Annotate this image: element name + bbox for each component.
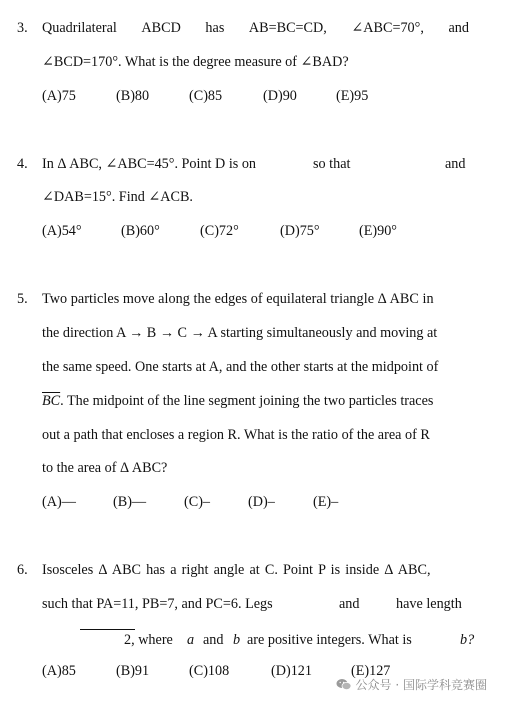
option-b: (B)— xyxy=(113,494,147,510)
option-e: (E)90° xyxy=(359,223,397,239)
watermark xyxy=(336,676,487,693)
problem-5-line-4: $\overline{BC}$. The midpoint of the line segment joining the two particles traces xyxy=(42,393,434,409)
problem-6-line-3d: b? xyxy=(460,632,475,648)
problem-5-line-3: the same speed. One starts at A, and the other starts at the midpoint of xyxy=(42,359,439,375)
problem-3-line-2: ∠BCD=170°. What is the degree measure of ∠BAD? xyxy=(42,54,349,70)
problem-4-line-1c: and xyxy=(445,156,466,172)
option-c: (C)108 xyxy=(189,663,230,679)
problem-3-number: 3. xyxy=(17,20,28,36)
problem-4-line-1b: so that xyxy=(313,156,351,172)
option-a: (A)85 xyxy=(42,663,76,679)
problem-4-number: 4. xyxy=(17,156,28,172)
problem-4-line-1a: In Δ ABC, ∠ABC=45°. Point D is on xyxy=(42,156,257,172)
problem-3-line-1: Quadrilateral ABCD has AB=BC=CD, ∠ABC=70°, and xyxy=(42,20,469,36)
option-a: (A)— xyxy=(42,494,76,510)
problem-6-number: 6. xyxy=(17,562,28,578)
option-d: (D)121 xyxy=(271,663,312,679)
option-a: (A)75 xyxy=(42,88,76,104)
problem-5-line-6: to the area of Δ ABC? xyxy=(42,460,168,476)
problem-6-line-3b: and xyxy=(203,632,224,648)
option-b: (B)91 xyxy=(116,663,150,679)
overline-bc: $\overline{BC}$ xyxy=(42,393,61,409)
problem-5-number: 5. xyxy=(17,291,28,307)
option-e: (E)127 xyxy=(351,663,391,679)
option-e: (E)– xyxy=(313,494,339,510)
option-d: (D)– xyxy=(248,494,275,510)
problem-6-line-2a: such that PA=11, PB=7, and PC=6. Legs xyxy=(42,596,273,612)
problem-5-line-2: the direction A → B → C → A starting simultaneously and moving at xyxy=(42,325,438,341)
option-a: (A)54° xyxy=(42,223,82,239)
option-c: (C)72° xyxy=(200,223,239,239)
option-e: (E)95 xyxy=(336,88,369,104)
problem-5-line-5: out a path that encloses a region R. What is the ratio of the area of R xyxy=(42,427,430,443)
option-b: (B)80 xyxy=(116,88,150,104)
wechat-icon xyxy=(336,678,352,691)
problem-4-line-2: ∠DAB=15°. Find ∠ACB. xyxy=(42,189,193,205)
var-a: a xyxy=(187,632,195,648)
problem-6-line-1: Isosceles Δ ABC has a right angle at C. Point P is inside Δ ABC, xyxy=(42,562,431,578)
problem-5-line-1: Two particles move along the edges of equilateral triangle Δ ABC in xyxy=(42,291,434,307)
problem-6-line-3a: 2, where xyxy=(124,632,173,648)
option-b: (B)60° xyxy=(121,223,160,239)
var-b: b xyxy=(233,632,241,648)
problem-6-line-2c: have length xyxy=(396,596,462,612)
problem-6-line-3c: are positive integers. What is xyxy=(247,632,412,648)
watermark-text: 公众号 · 国际学科竞赛圈 xyxy=(355,678,487,692)
sqrt-vinculum xyxy=(80,629,135,630)
option-c: (C)85 xyxy=(189,88,223,104)
problem-6-line-2b: and xyxy=(339,596,360,612)
option-c: (C)– xyxy=(184,494,211,510)
option-d: (D)90 xyxy=(263,88,297,104)
option-d: (D)75° xyxy=(280,223,320,239)
